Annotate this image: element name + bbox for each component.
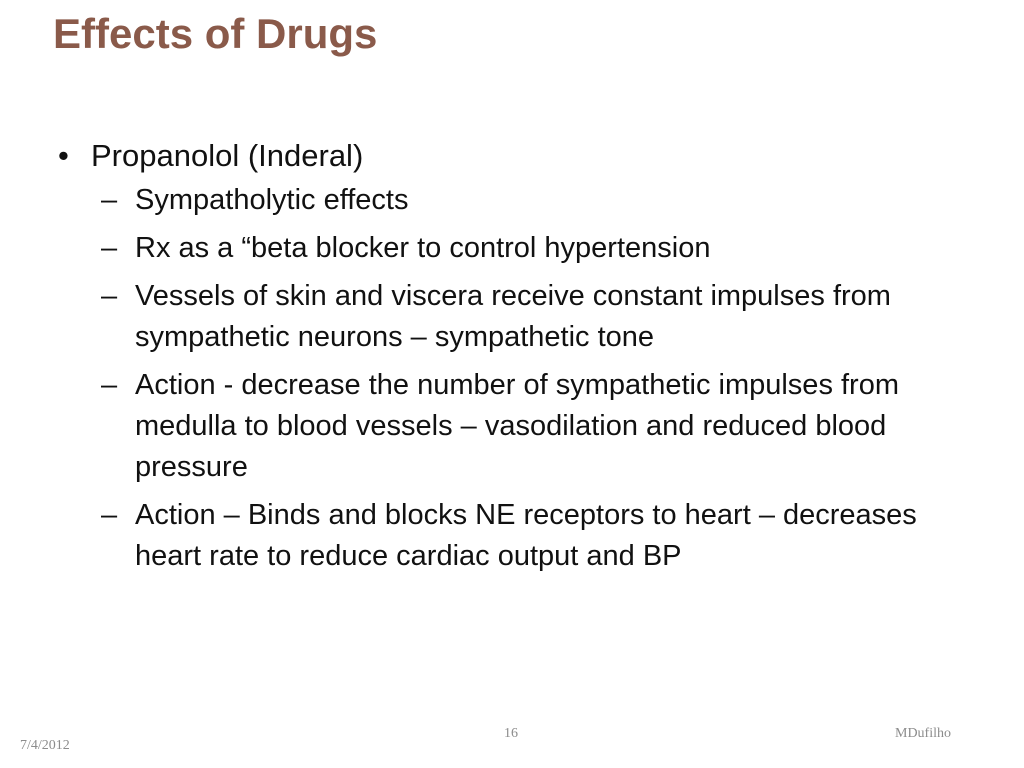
bullet-item (58, 134, 988, 178)
sub-bullet-text: Sympatholytic effects (135, 184, 409, 216)
bullet-text: Propanolol (Inderal) (91, 138, 364, 173)
sub-bullet-marker: – (101, 184, 118, 216)
sub-bullet-marker: – (101, 369, 118, 401)
sub-bullet-list (58, 180, 988, 577)
sub-bullet-item (58, 276, 955, 358)
sub-bullet-item (58, 180, 955, 221)
footer-author: MDufilho (895, 726, 951, 741)
footer-date: 7/4/2012 (20, 738, 70, 753)
sub-bullet-item (58, 228, 955, 269)
bullet-marker: • (58, 138, 69, 173)
footer-page-number: 16 (504, 726, 518, 741)
sub-bullet-marker: – (101, 499, 118, 531)
sub-bullet-item (58, 495, 955, 577)
sub-bullet-marker: – (101, 232, 118, 264)
sub-bullet-text: Action - decrease the number of sympathetic impulses from medulla to blood vessels – vasodilation and reduced blood pressure (135, 369, 899, 483)
slide-title: Effects of Drugs (53, 10, 378, 57)
slide-content (58, 134, 988, 584)
sub-bullet-marker: – (101, 280, 118, 312)
sub-bullet-text: Action – Binds and blocks NE receptors to heart – decreases heart rate to reduce cardiac output and BP (135, 499, 917, 572)
sub-bullet-text: Vessels of skin and viscera receive constant impulses from sympathetic neurons – sympathetic tone (135, 280, 891, 353)
sub-bullet-text: Rx as a “beta blocker to control hypertension (135, 232, 711, 264)
sub-bullet-item (58, 365, 955, 488)
